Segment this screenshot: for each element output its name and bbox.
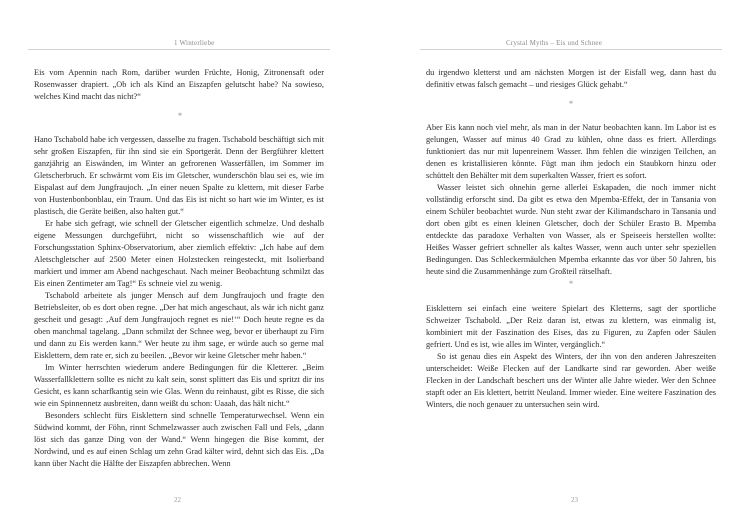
paragraph: du irgendwo kletterst und am nächsten Morgen ist der Eisfall weg, dann hast du definitiv etwas falsch gemacht – und riesiges Glück gehabt.“ <box>426 68 716 89</box>
paragraph: Tschabold arbeitete als junger Mensch auf dem Jungfraujoch und fragte den Betriebsleiter, ob es dort oben regne. „Der hat mich angeschaut, als wär ich nicht ganz gescheit und gesagt: ‚Auf dem Jungfraujoch regnet es nie!‘“ Doch heute regne es da oben manchmal tagelang. „Dann schmilzt der Schnee weg, bevor er überhaupt zu Firn und dann zu Eis werden kann.“ Wer heute zu ihm sage, er würde auch so gerne mal Eisklettern, dem rate er, sich zu beeilen. „Bevor wir keine Gletscher mehr haben.“ <box>34 291 324 360</box>
text-block-opening <box>34 67 324 103</box>
right-page <box>375 0 750 530</box>
header-rule <box>420 49 722 50</box>
paragraph: Wasser leistet sich ohnehin gerne allerlei Eskapaden, die noch immer nicht vollständig erforscht sind. Da gibt es etwa den Mpemba-Effekt, der in Tansania von einem Schüler beobachtet wurde. Nun steht zwar der Kilimandscharo in Tansania und dort oben gibt es einen kleinen Gletscher, doch der Schüler Erasto B. Mpemba entdeckte das paradoxe Verhalten von Wasser, als er Speiseeis herstellen wollte: Heißes Wasser gefriert schneller als kaltes Wasser, wenn auch unter sehr speziellen Bedingungen. Das Schleckermäulchen Mpemba erkannte das vor über 50 Jahren, bis heute sind die Zusammenhänge zum Großteil rätselhaft. <box>426 183 716 276</box>
running-head: Crystal Myths – Eis und Schnee <box>506 39 603 47</box>
paragraph: Im Winter herrschten wiederum andere Bedingungen für die Kletterer. „Beim Wasserfallklettern sollte es nicht zu kalt sein, sonst splittert das Eis und spritzt dir ins Gesicht, es kann scharfkantig sein wie Glas. Wenn du reinhaust, gibt es Risse, die sich wie ein Spinnennetz ausbreiten, dann weißt du schon: Uaaah, das hält nicht.“ <box>34 363 324 408</box>
paragraph: Eis vom Apennin nach Rom, darüber wurden Früchte, Honig, Zitronensaft oder Rosenwasser drapiert. „Ob ich als Kind an Eiszapfen gelutscht habe? Na sowieso, welches Kind macht das nicht?“ <box>34 68 324 101</box>
text-block-continued <box>426 67 716 91</box>
text-block-main <box>34 134 324 470</box>
paragraph: Aber Eis kann noch viel mehr, als man in der Natur beobachten kann. Im Labor ist es gelungen, Wasser auf minus 40 Grad zu kühlen, ohne dass es friert. Allerdings funktioniert das nur mit lupenreinem Wasser. Ihm fehlen die winzigen Teilchen, an denen es kristallisieren könnte. Fügt man ihm jedoch ein Staubkorn hinzu oder schüttelt den Behälter mit dem superkalten Wasser, friert es sofort. <box>426 123 716 180</box>
paragraph: Eisklettern sei einfach eine weitere Spielart des Kletterns, sagt der sportliche Schweizer Tschabold. „Der Reiz daran ist, etwas zu klettern, was einmalig ist, kombiniert mit der Faszination des Eises, das zu Figuren, zu Zapfen oder Säulen gefriert. Und es ist, wie alles im Winter, vergänglich.“ <box>426 304 716 349</box>
text-block-lab <box>426 122 716 278</box>
paragraph: Er habe sich gefragt, wie schnell der Gletscher eigentlich schmelze. Und deshalb eigene Messungen durchgeführt, nicht so wissenschaftlich wie auf der Forschungsstation Sphinx-Observatorium, aber ziemlich effektiv: „Ich habe auf dem Aletschgletscher auf 2500 Meter einen Holzstecken reingesteckt, mit Isolierband markiert und immer am Abend nachgeschaut. Nach meiner Beobachtung schmilzt das Eis einen Zentimeter am Tag!“ Es schneie viel zu wenig. <box>34 219 324 288</box>
section-separator: * <box>568 279 574 289</box>
paragraph: Hano Tschabold habe ich vergessen, dasselbe zu fragen. Tschabold beschäftigt sich mit sehr großen Eiszapfen, für ihn sind sie ein Sportgerät. Denn der Bergführer klettert ganzjährig an Eiswänden, im Winter an gefrorenen Wasserfällen, im Sommer im Gletscherbruch. Er schwärmt vom Eis im Gletscher, wunderschön blau sei es, wie im Eispalast auf dem Jungfraujoch. „In einer neuen Spalte zu klettern, mit dieser Farbe von Hustenbonbonblau, ein Traum. Und das Eis ist nicht so hart wie im Winter, es ist plastisch, die Geräte beißen, also halten gut.“ <box>34 135 324 216</box>
section-separator: * <box>177 111 183 121</box>
text-block-closing <box>426 303 716 411</box>
header-rule <box>28 49 330 50</box>
paragraph: Besonders schlecht fürs Eisklettern sind schnelle Temperaturwechsel. Wenn ein Südwind kommt, der Föhn, rinnt Schmelzwasser auch zwischen Fall und Fels, „dann löst sich das ganze Ding von der Wand.“ Wenn hingegen die Bise kommt, der Nordwind, und es auf einen Schlag um zehn Grad kälter wird, dehnt sich das Eis. „Da kann über Nacht die Hälfte der Eiszapfen abbrechen. Wenn <box>34 411 324 468</box>
running-head: 1 Winterliebe <box>174 39 215 47</box>
section-separator: * <box>568 99 574 109</box>
page-number: 22 <box>174 496 181 504</box>
paragraph: So ist genau dies ein Aspekt des Winters, der ihn von den anderen Jahreszeiten unterscheidet: Weiße Flecken auf der Landkarte sind rar geworden. Aber weiße Flecken in der Landschaft beschert uns der Winter alle Jahre wieder. Wer den Schnee stapft oder an Eis klettert, betritt Neuland. Immer wieder. Eine weitere Faszination des Winters, die noch genauer zu untersuchen sein wird. <box>426 352 716 409</box>
page-number: 23 <box>571 496 578 504</box>
